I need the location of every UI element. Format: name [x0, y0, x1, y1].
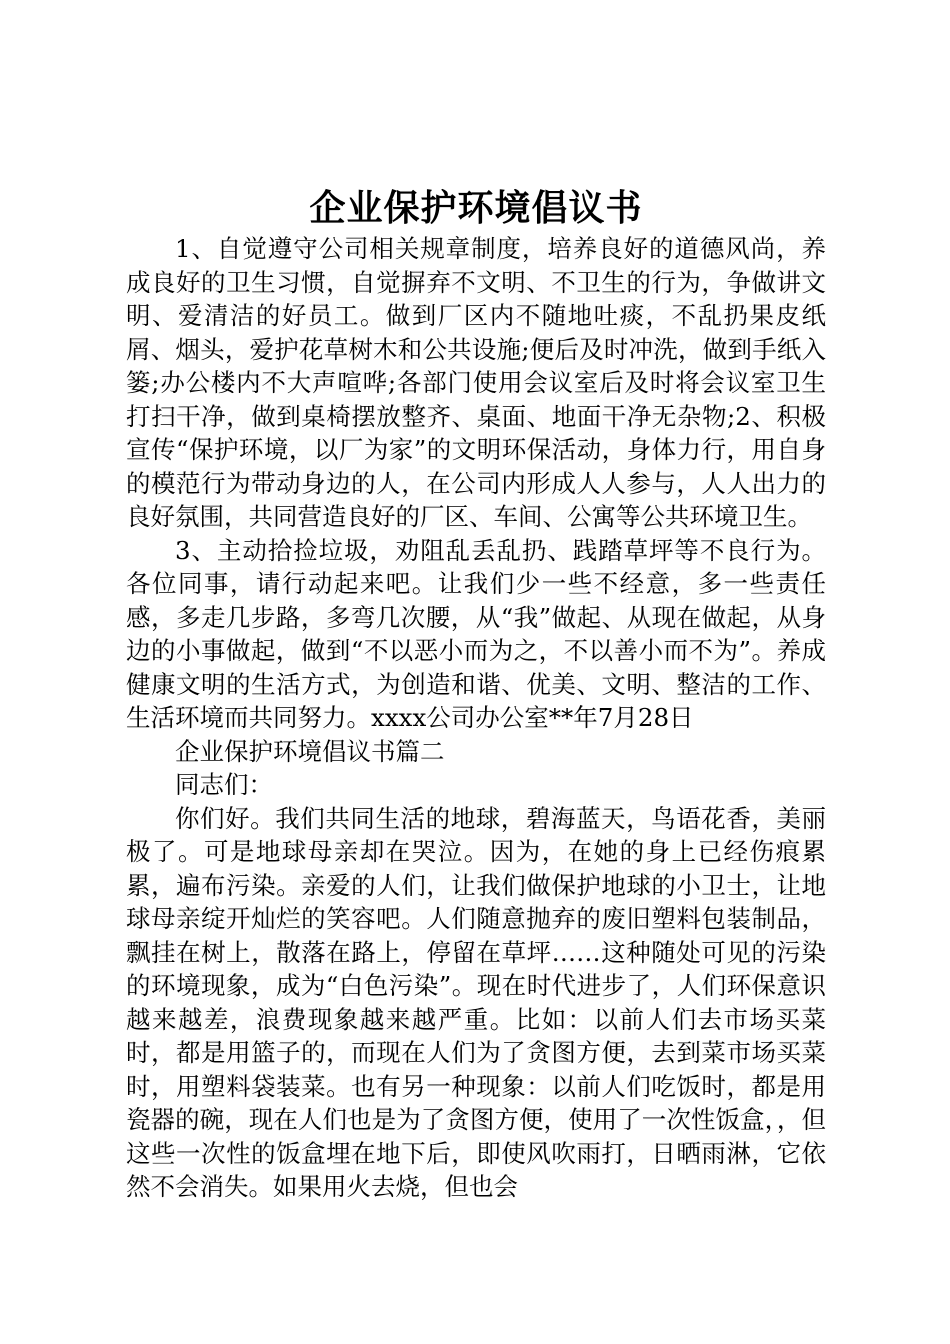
body-paragraph: 你们好。我们共同生活的地球，碧海蓝天，鸟语花香，美丽极了。可是地球母亲却在哭泣。因为，在她的身上已经伤痕累累，遍布污染。亲爱的人们，让我们做保护地球的小卫士，让地球母亲绽开灿烂的笑容吧。人们随意抛弃的废旧塑料包装制品，飘挂在树上，散落在路上，停留在草坪……这种随处可见的污染的环境现象，成为“白色污染”。现在时代进步了，人们环保意识越来越差，浪费现象越来越严重。比如：以前人们去市场买菜时，都是用篮子的，而现在人们为了贪图方便，去到菜市场买菜时，用塑料袋装菜。也有另一种现象：以前人们吃饭时，都是用瓷器的碗，现在人们也是为了贪图方便，使用了一次性饭盒，，但这些一次性的饭盒埋在地下后，即使风吹雨打，日晒雨淋，它依然不会消失。如果用火去烧，但也会 [126, 803, 826, 1201]
paragraph-1: 1、自觉遵守公司相关规章制度，培养良好的道德风尚，养成良好的卫生习惯，自觉摒弃不文明、不卫生的行为，争做讲文明、爱清洁的好员工。做到厂区内不随地吐痰，不乱扔果皮纸屑、烟头，爱护花草树木和公共设施;便后及时冲洗，做到手纸入篓;办公楼内不大声喧哗;各部门使用会议室后及时将会议室卫生打扫干净，做到桌椅摆放整齐、桌面、地面干净无杂物;2、积极宣传“保护环境，以厂为家”的文明环保活动，身体力行，用自身的模范行为带动身边的人，在公司内形成人人参与，人人出力的良好氛围，共同营造良好的厂区、车间、公寓等公共环境卫生。 [126, 234, 826, 531]
document-title: 企业保护环境倡议书 [309, 187, 643, 229]
section-subtitle: 企业保护环境倡议书篇二 [175, 736, 445, 766]
paragraph-2: 3、主动拾捡垃圾，劝阻乱丢乱扔、践踏草坪等不良行为。各位同事，请行动起来吧。让我们少一些不经意，多一些责任感，多走几步路，多弯几次腰，从“我”做起、从现在做起，从身边的小事做起，做到“不以恶小而为之，不以善小而不为”。养成健康文明的生活方式，为创造和谐、优美、文明、整洁的工作、生活环境而共同努力。xxxx公司办公室**年7月28日 [126, 535, 826, 732]
salutation: 同志们： [175, 770, 273, 799]
document-page [126, 186, 826, 1204]
